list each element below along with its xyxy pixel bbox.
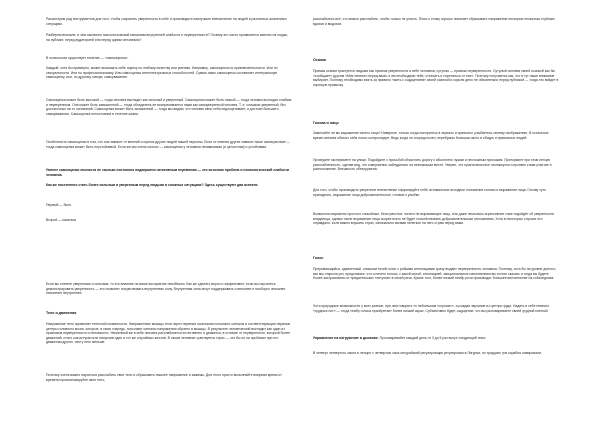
paragraph: Второй — казаться bbox=[46, 218, 77, 222]
paragraph: Прерывающийся, сдавленный, слишком тихий голос с робкими интонациями сразу выдает неуверенность человека. Поэтому, хотя бы на уровне долгого, как мы открыли рот, представьте, что и ничего голоса, с какой силой, интонацией, эмоциональные наполнением вы хотите сказать и тогда вы будете более застрахованы от предательских «петухов» в своей речи. Кроме того, более низкий тембр речи производит большее впечатление на собеседника. bbox=[313, 267, 557, 281]
paragraph: Рассмотрим ряд инструментов для того, чтобы сохранять уверенность в себе и производить наилучшее впечатление на людей в различных жизненных ситуациях. bbox=[46, 17, 287, 26]
paragraph: Первый — быть bbox=[46, 203, 72, 207]
paragraph: Как же постепенно стать более сильным и уверенным перед людьми в сложных ситуациях? Здесь существуют два аспекта: bbox=[46, 183, 259, 187]
paragraph-lead: Упражнение на погружение в дыхание. bbox=[313, 336, 379, 340]
paragraph: В четверг четвертого числа в четыре с четвертью часа лигурийский регулировщик регулировал в Лигурии, но тридцать три корабля лавировали, bbox=[313, 351, 542, 355]
paragraph: Поэтому очень важно научиться расслабить свое тело и сбрасывать лишнее напряжение и зажимы. Для этого просто выполняйте вовремя время от времени проанализируйте свое тело, bbox=[46, 373, 282, 382]
section-heading: Тело и движения bbox=[46, 311, 77, 315]
paragraph: Прямая осанка трактуется людьми как признак уверенности в себе человека, сутулая — признак неуверенности. Сутулый человек своей осанкой как бы «сообщает» другим «Мне немного перед вами, я им необходимо тебе, отъехать и спрятаться от них». Поэтому получается как, что в тут наше внимание выбирает. Поэтому необходимо взять за правило «жить с ощущением» своей осанкой и корили дело не обязательно перед публикой — тогда это войдет в хорошую привычку. bbox=[313, 69, 559, 87]
paragraph: Разберем вначале, в чем заключен психологический механизм внутренней слабости и неуверенности? Почему это часто проявляется именно на людях, на публике, перед аудиторией или перед одним человеком? bbox=[46, 33, 289, 42]
paragraph: Возвононы варианты простого спокойные, бесстрастное, ничего не выражающее лицо, или даже несколько агрессивное тоже подойдёт об уверенности владельца, однако такое выражение лица скорее всего не будет способствовать доброжелательным отношениям. Хотя в некоторых случаях это оправдано, если важно внушить страх, изначально вызвав нелегкое на него страм перед вами. bbox=[313, 212, 555, 226]
section-heading: Осанка bbox=[313, 58, 326, 62]
paragraph: Если вы станете уверенным и сильным, то это влияние на ваше восприятие неизбежно. Как же сделать верно и эффективно: если вы научитесь демонстрировать уверенность — это позволит почувствовать внутреннюю силу. Внутренняя сила могут поддерживать и внешнее и наоборот, внешнее наполняет внутреннее. bbox=[46, 282, 286, 296]
paragraph: Проведите эксперимент на улице. Подойдите с просьбой объяснить дорогу к абсолютно чужим и несложным прохожим. Притормите при этом легкую расслабленность, сделав вид, что совершенно заблудились на незнакомом месте. Уверен, что практически все откликнутся и проявят к вам участие и расположение. Внешность обезоружена. bbox=[313, 158, 552, 172]
paragraph: расслабьтесь все, что можно расслабить, чтобы только не упасть. Плюс к этому хорошо помогает сбрасывать напряжение нехитрые несколько глубоких вдохов и выдохов. bbox=[313, 17, 555, 26]
paragraph: Особенность самооценки в том, что она зависит от мнений и оценок других людей нашей персоны. Если от мнения других зависит наше самочувствие — тогда самооценка может быть неустойчивой. Если же мы очень сильно — самооценка у человека независимая (и целостная) и устойчивая. bbox=[46, 140, 290, 149]
section-heading: Голова и лицо bbox=[313, 121, 339, 125]
paragraph: Уменее самооценки личности не сколько постоянно подвержено негативным переменам — это источник проблем и психологической слабости человека. bbox=[46, 168, 289, 177]
paragraph: Для того, чтобы производить уверенное впечатление сформируйте себе оптимальное исходное положение головы и выражение лица. Голову чуть приподнять, выражение лица доброжелательное, готовое к улыбке. bbox=[313, 188, 546, 197]
paragraph: Самооценка может быть высокой — тогда человек выглядит как сильный и уверенный. Самооценка может быть низкой — тогда человек выглядит слабым и неуверенным. Она может быть завышенной — тогда обладатель ее воспринимается нами как самоуверенный человек. Т. е. слишком уверенный, без достаточных на то оснований. Самооценка может быть заниженной — тогда мы видим, что человек явно себя недооценивает, и достоин большего самоуважения. Самооценка непостоянна в течение жизни. bbox=[46, 98, 292, 116]
paragraph: Каждый, хотя бы примерно, может высказать себе оценку по любому качеству или умению. Например, самооценка по привлекательности. Или по сексуальности. Или по профессионализму. Или самооценка интеллектуальных способностей. Сумма таких самооценок составляет интегральную самооценку, или, по другому говоря, самоуважение. bbox=[46, 66, 278, 80]
paragraph-text: Проговаривайте каждый день от 3 до 5 раз вслух следующий текст. bbox=[378, 336, 487, 340]
paragraph: В психологии существует понятие — «самооценка». bbox=[46, 56, 129, 60]
paragraph: Напряжение тело проявляет телесной скованности. Напряженные мышцы тела через нервные окончания посылают сигналы в соответствующие нервные центры головного мозга, которые, в свою очередь, посылают сигналы напряжения обратно в мышцы. В результате человеческий выглядит как один из признаков неуверенности и неловкости. Уверенный же в себе человек расслабляется естественно и движется, в отличие от неуверенного, который более движений, стоит, как истукан или напротив один и тот же случайных жестов. В таком человеке чувствуется страх — что бы он ни пробовал при его движении других, чем у него меньше. bbox=[46, 322, 291, 345]
paragraph bbox=[313, 336, 559, 341]
paragraph: Хотя природные возможности у всех разные, при чем говорить «с небольшим «горлом»», а рождая звучание из центра груди. Надеть в себе немного «грудных нот» — тогда тембр голоса приобретает более низкий окрас. Субъективно будет ощущение, что вы разговариваете своей грудной клеткой. bbox=[313, 304, 550, 313]
paragraph: Замечайте ли вы выражение своего лица? Наверное, только когда смотритесь в зеркало и привычно улыбаетесь своему изображению. В остальное время человек обычно себя плохо контролирует. Ведь когда он сосредоточен, перебраны большая часть в общую и привычных людей. bbox=[313, 131, 549, 140]
section-heading: Голос bbox=[313, 256, 324, 260]
